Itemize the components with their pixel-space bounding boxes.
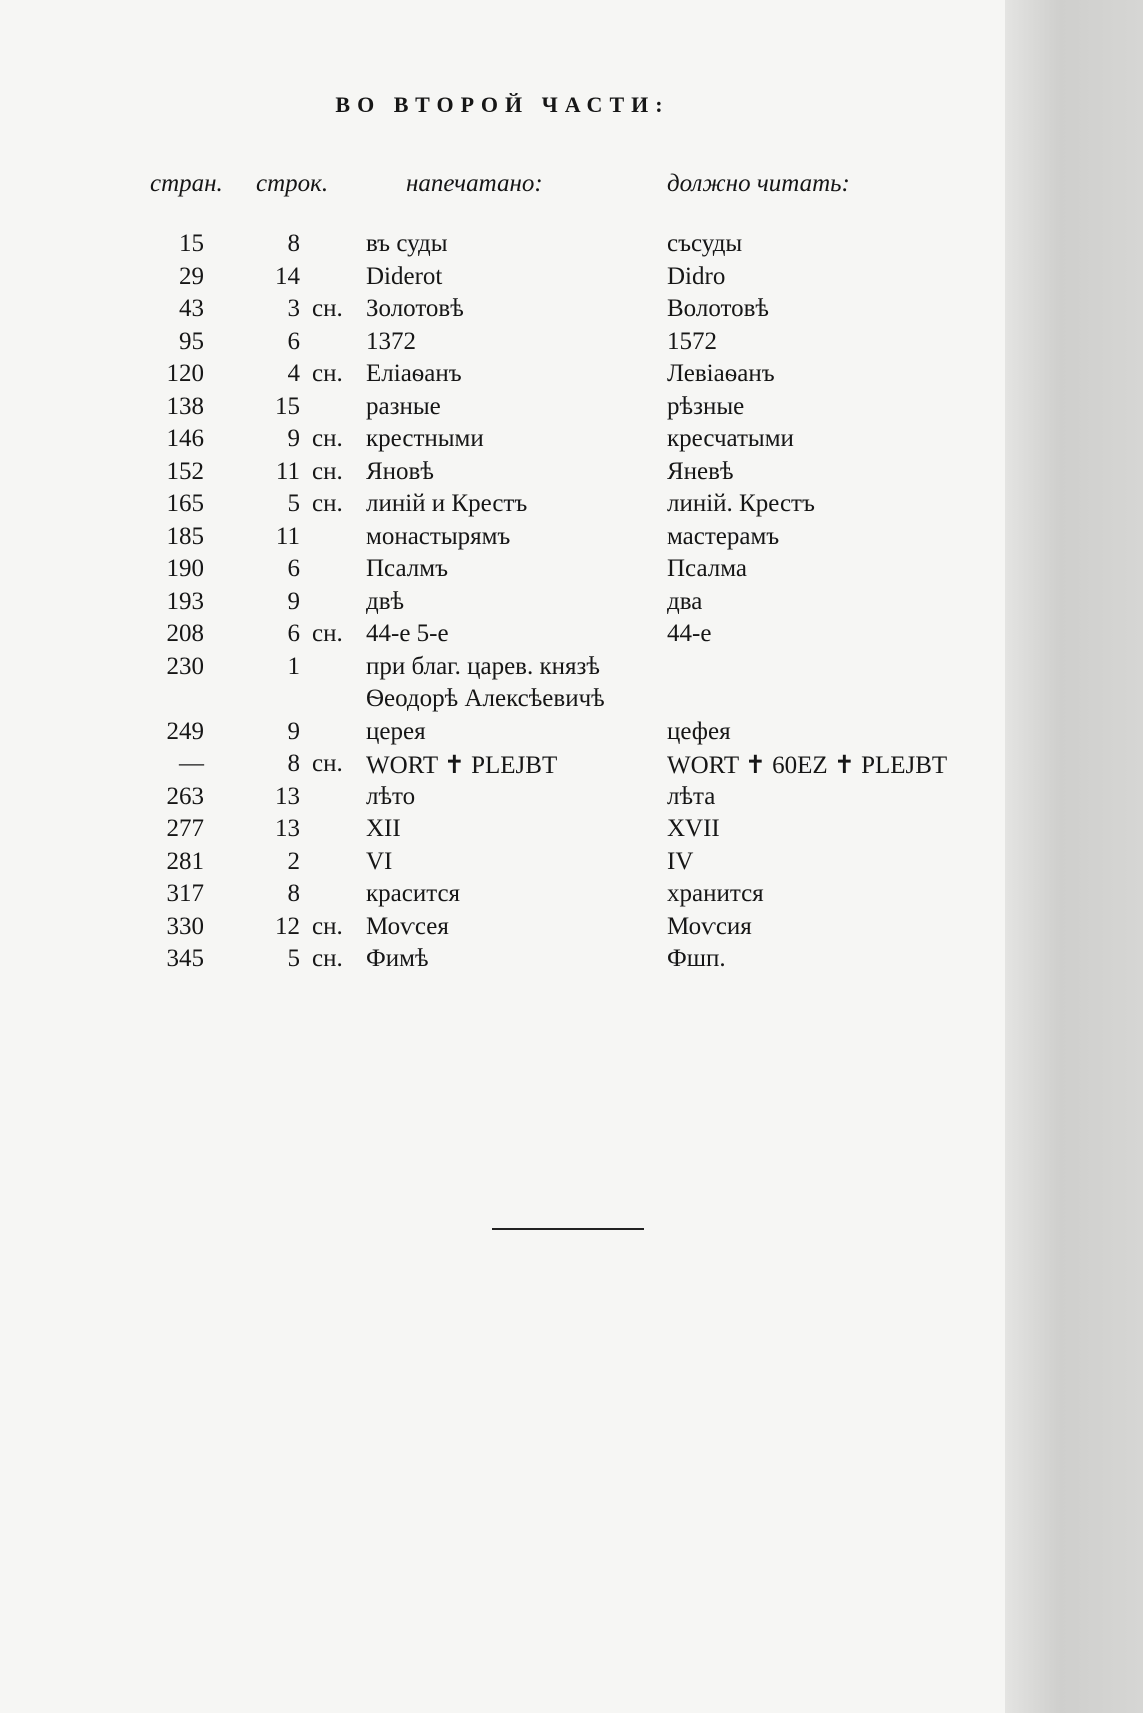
correct-text: 1572 [667, 327, 717, 355]
correct-text: Яневѣ [667, 457, 734, 485]
errata-row [0, 685, 1005, 718]
closing-rule [492, 1228, 644, 1230]
from-bottom-marker: сн. [312, 912, 343, 940]
correct-text: линій. Крестъ [667, 490, 815, 517]
line-number: 9 [287, 587, 300, 615]
column-header-line: строк. [256, 170, 329, 197]
correct-text: рѣзные [667, 392, 745, 420]
page-number: 29 [179, 262, 204, 290]
printed-text: монастырямъ [366, 522, 511, 550]
line-number: 3 [287, 295, 300, 322]
column-header-correct: должно читать: [667, 170, 850, 197]
errata-row [0, 880, 1005, 913]
errata-row [0, 393, 1005, 426]
line-number: 8 [287, 880, 300, 907]
correct-text: хранится [667, 880, 764, 907]
page-number: 152 [166, 457, 204, 485]
from-bottom-marker: сн. [312, 295, 343, 322]
line-number: 11 [275, 457, 300, 485]
printed-text: 1372 [366, 327, 416, 355]
line-number: 2 [287, 847, 300, 875]
from-bottom-marker: сн. [312, 945, 343, 972]
errata-row [0, 620, 1005, 653]
column-header-printed: напечатано: [406, 170, 543, 197]
page-number: 193 [166, 587, 204, 615]
correct-text: WORT ✝ 60EZ ✝ PLEJBT [667, 752, 948, 779]
errata-row [0, 360, 1005, 393]
errata-row [0, 815, 1005, 848]
page-number: 146 [166, 425, 204, 452]
from-bottom-marker: сн. [312, 457, 343, 485]
page-number: 281 [166, 847, 204, 875]
errata-row [0, 328, 1005, 361]
printed-text: разные [366, 392, 441, 420]
printed-text: Яновѣ [366, 457, 434, 485]
line-number: 8 [287, 230, 300, 257]
correct-text: Фшп. [667, 945, 726, 972]
errata-table [0, 230, 1005, 978]
errata-row [0, 425, 1005, 458]
printed-text: VI [366, 847, 393, 875]
line-number: 1 [287, 652, 300, 680]
page-number: 330 [166, 912, 204, 940]
correct-text: мастерамъ [667, 522, 780, 550]
printed-text: линій и Крестъ [366, 490, 528, 517]
errata-row [0, 913, 1005, 946]
line-number: 13 [275, 815, 300, 842]
line-number: 9 [287, 717, 300, 745]
printed-text: XII [366, 815, 401, 842]
printed-text: двѣ [366, 587, 405, 615]
errata-row [0, 295, 1005, 328]
line-number: 4 [287, 360, 300, 387]
page-number: — [179, 750, 204, 777]
page-number: 190 [166, 555, 204, 582]
line-number: 6 [287, 327, 300, 355]
correct-text: Волотовѣ [667, 295, 769, 322]
errata-row [0, 848, 1005, 881]
errata-row [0, 718, 1005, 751]
page-number: 249 [166, 717, 204, 745]
printed-text: Псалмъ [366, 555, 448, 582]
line-number: 15 [275, 392, 300, 420]
line-number: 12 [275, 912, 300, 940]
printed-text: Еліаѳанъ [366, 360, 462, 387]
page-number: 317 [166, 880, 204, 907]
line-number: 6 [287, 555, 300, 582]
printed-text: Фимѣ [366, 945, 429, 972]
printed-text: Ѳеодорѣ Алексѣевичѣ [366, 685, 605, 712]
page-number: 345 [166, 945, 204, 972]
page-number: 43 [179, 295, 204, 322]
correct-text: цефея [667, 717, 731, 745]
correct-text: Левіаѳанъ [667, 360, 775, 387]
errata-row [0, 523, 1005, 556]
line-number: 5 [287, 490, 300, 517]
line-number: 6 [287, 620, 300, 647]
correct-text: лѣта [667, 782, 716, 810]
page-number: 120 [166, 360, 204, 387]
correct-text: Псалма [667, 555, 747, 582]
correct-text: 44-е [667, 620, 712, 647]
page-number: 230 [166, 652, 204, 680]
from-bottom-marker: сн. [312, 425, 343, 452]
column-header-page: стран. [150, 170, 223, 197]
correct-text: кресчатыми [667, 425, 794, 452]
from-bottom-marker: сн. [312, 490, 343, 517]
from-bottom-marker: сн. [312, 750, 343, 777]
printed-text: WORT ✝ PLEJBT [366, 752, 558, 779]
errata-row [0, 490, 1005, 523]
line-number: 14 [275, 262, 300, 290]
errata-row [0, 783, 1005, 816]
correct-text: съсуды [667, 230, 743, 257]
errata-row [0, 263, 1005, 296]
correct-text: Didro [667, 262, 726, 290]
line-number: 8 [287, 750, 300, 777]
errata-row [0, 750, 1005, 783]
printed-text: Diderot [366, 262, 443, 290]
errata-row [0, 945, 1005, 978]
errata-row [0, 588, 1005, 621]
page-number: 277 [166, 815, 204, 842]
printed-text: церея [366, 717, 426, 745]
page-gutter-shadow [1005, 0, 1143, 1713]
correct-text: XVII [667, 815, 720, 842]
section-heading: ВО ВТОРОЙ ЧАСТИ: [335, 92, 670, 117]
printed-text: въ суды [366, 230, 448, 257]
line-number: 9 [287, 425, 300, 452]
printed-text: 44-е 5-е [366, 620, 449, 647]
errata-row [0, 230, 1005, 263]
printed-text: Золотовѣ [366, 295, 464, 322]
from-bottom-marker: сн. [312, 360, 343, 387]
from-bottom-marker: сн. [312, 620, 343, 647]
page-number: 263 [166, 782, 204, 810]
printed-text: красится [366, 880, 461, 907]
printed-text: крестными [366, 425, 484, 452]
correct-text: Моѵсия [667, 912, 752, 940]
page-number: 95 [179, 327, 204, 355]
line-number: 13 [275, 782, 300, 810]
page-number: 185 [166, 522, 204, 550]
page-number: 138 [166, 392, 204, 420]
line-number: 5 [287, 945, 300, 972]
errata-row [0, 458, 1005, 491]
correct-text: два [667, 587, 703, 615]
printed-text: при благ. царев. князѣ [366, 652, 600, 680]
page-number: 15 [179, 230, 204, 257]
correct-text: IV [667, 847, 694, 875]
printed-text: лѣто [366, 782, 416, 810]
line-number: 11 [275, 522, 300, 550]
errata-row [0, 555, 1005, 588]
errata-row [0, 653, 1005, 686]
page-number: 208 [166, 620, 204, 647]
page-number: 165 [166, 490, 204, 517]
printed-text: Моѵсея [366, 912, 449, 940]
